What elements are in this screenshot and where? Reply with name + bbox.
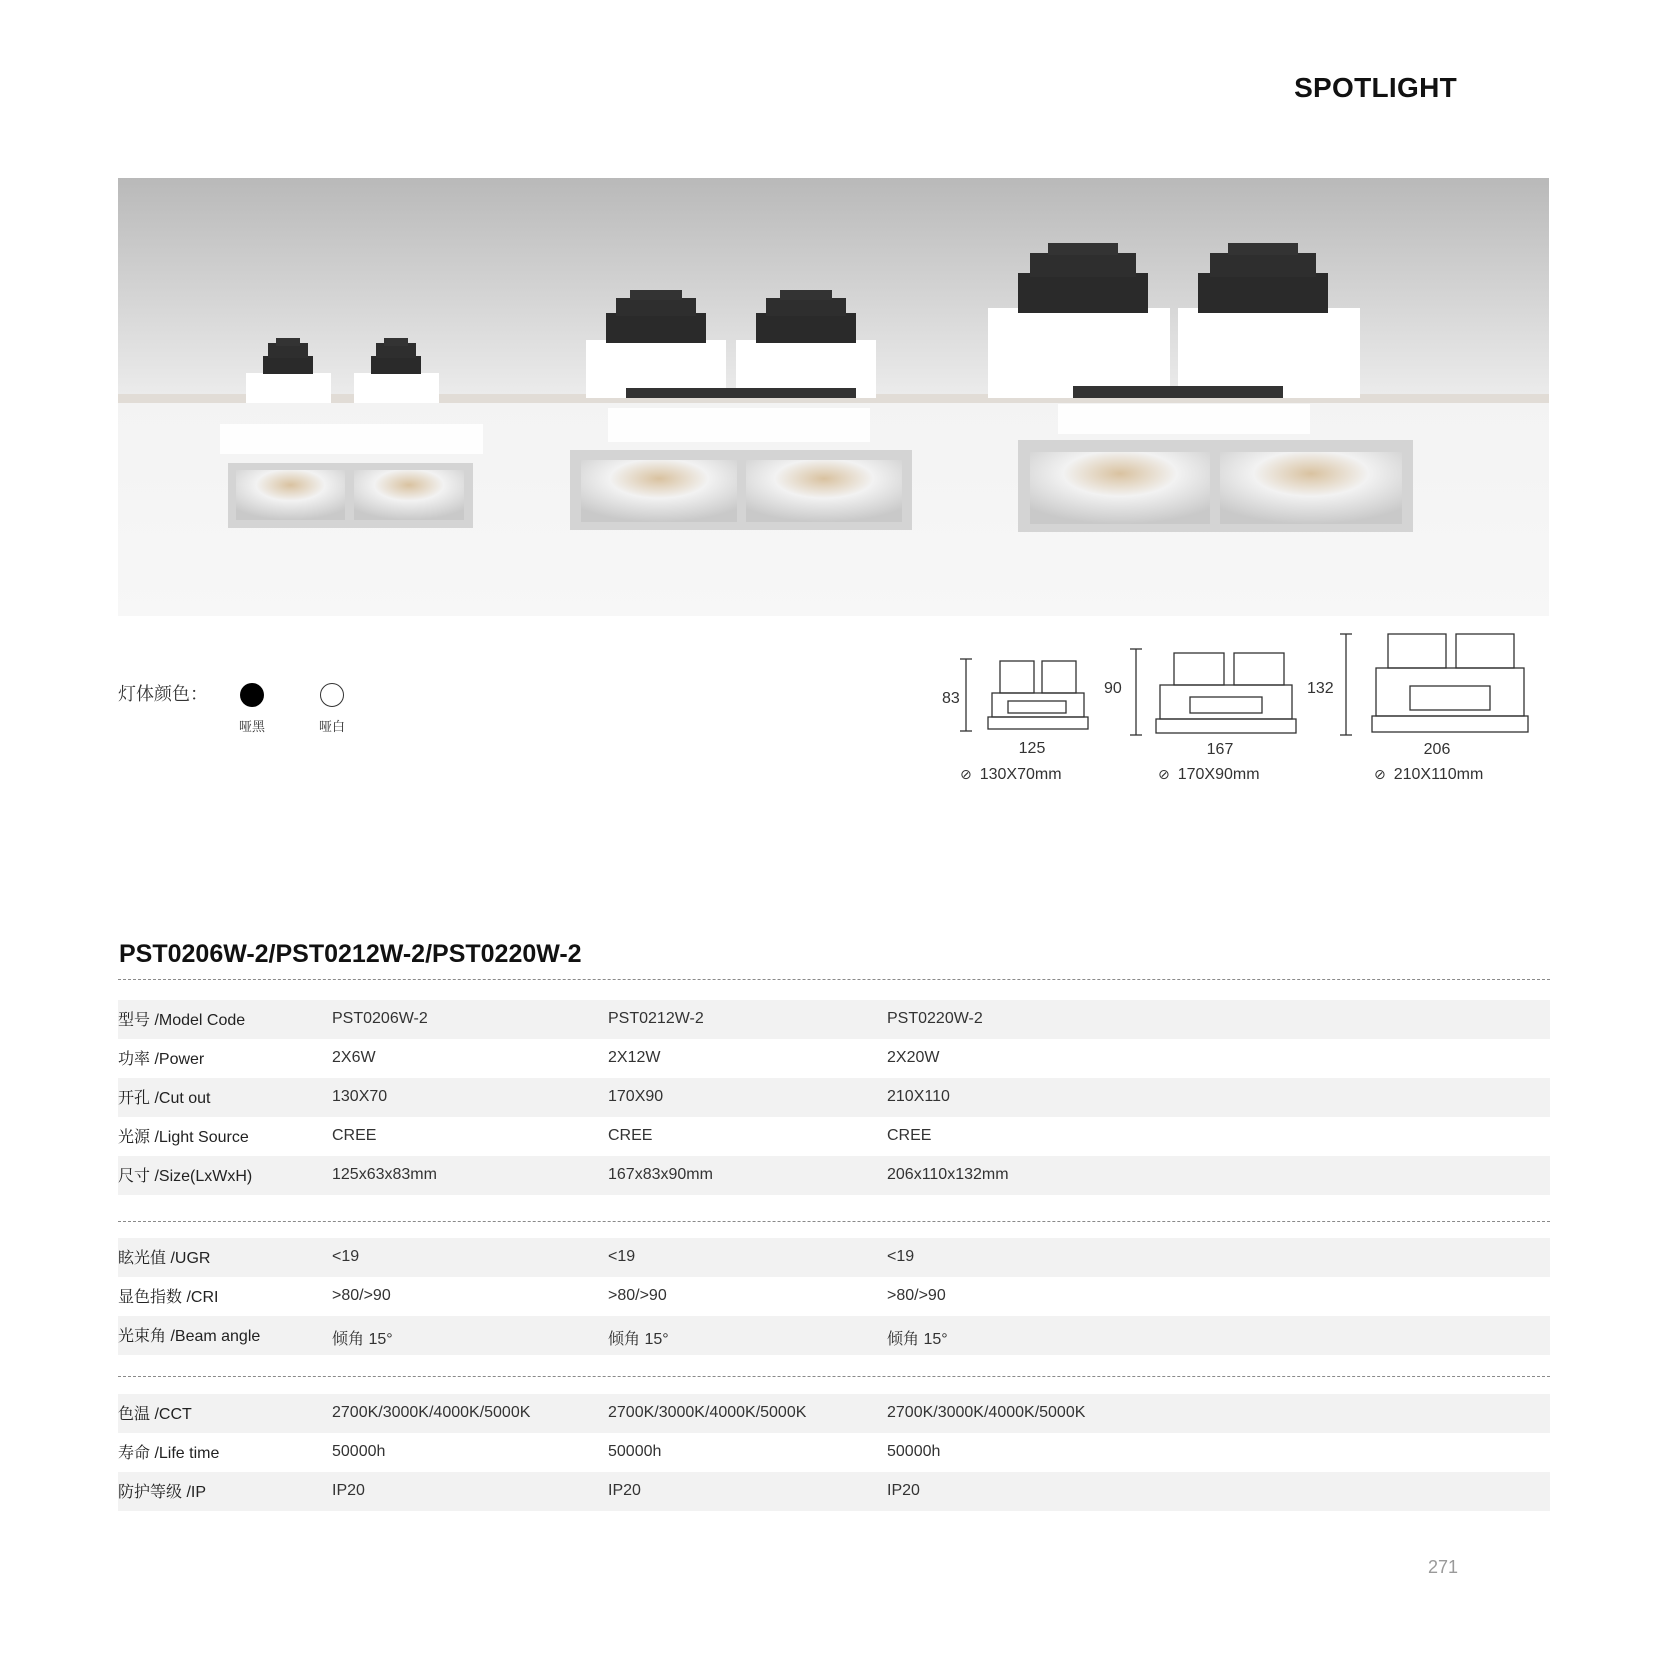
spec-row-model-code	[118, 1000, 1550, 1039]
spec-value: 倾角 15°	[608, 1331, 669, 1348]
spec-value: CREE	[887, 1127, 932, 1144]
cutout-small	[960, 766, 1062, 784]
spec-value: 2700K/3000K/4000K/5000K	[608, 1404, 807, 1421]
spec-label: 型号 /Model Code	[118, 1012, 246, 1029]
spec-value: 倾角 15°	[332, 1331, 393, 1348]
cutout-value: 130X70mm	[979, 766, 1062, 783]
spec-value: CREE	[332, 1127, 377, 1144]
spec-value: 2700K/3000K/4000K/5000K	[332, 1404, 531, 1421]
spec-label: 功率 /Power	[118, 1051, 205, 1068]
spec-group-optics	[118, 1238, 1550, 1355]
spec-row-cct	[118, 1394, 1550, 1433]
spec-value: <19	[332, 1248, 360, 1265]
divider	[118, 1376, 1550, 1377]
spec-row-ugr	[118, 1238, 1550, 1277]
spec-value: 2X20W	[887, 1049, 940, 1066]
drawing-small	[960, 655, 1100, 735]
cutout-icon: ⊘	[1158, 766, 1170, 782]
spec-label: 开孔 /Cut out	[118, 1090, 211, 1107]
model-title: PST0206W-2/PST0212W-2/PST0220W-2	[119, 940, 582, 968]
matte-white-label: 哑白	[318, 719, 345, 734]
spec-value: IP20	[332, 1482, 365, 1499]
width-dim-small: 125	[1018, 740, 1046, 757]
height-dim-small: 83	[942, 690, 960, 707]
spec-label: 光束角 /Beam angle	[118, 1328, 261, 1345]
drawing-large	[1340, 630, 1530, 740]
product-photo	[118, 178, 1549, 616]
matte-black-swatch	[240, 683, 264, 707]
spec-label: 寿命 /Life time	[118, 1445, 220, 1462]
height-dim-large: 132	[1307, 680, 1334, 697]
spec-row-light-source	[118, 1117, 1550, 1156]
spec-group-lifecycle	[118, 1394, 1550, 1511]
spec-value: 130X70	[332, 1088, 388, 1105]
spec-row-size	[118, 1156, 1550, 1195]
spec-value: 2X12W	[608, 1049, 661, 1066]
spec-label: 尺寸 /Size(LxWxH)	[118, 1168, 253, 1185]
spec-value: IP20	[608, 1482, 641, 1499]
spec-value: 2X6W	[332, 1049, 376, 1066]
spec-row-cut-out	[118, 1078, 1550, 1117]
spec-value: PST0220W-2	[887, 1010, 983, 1027]
spec-value: 206x110x132mm	[887, 1166, 1009, 1183]
spec-value: PST0212W-2	[608, 1010, 704, 1027]
cutout-large	[1374, 766, 1483, 784]
spec-value: 倾角 15°	[887, 1331, 948, 1348]
page-number: 271	[1427, 1557, 1458, 1577]
spec-value: 50000h	[332, 1443, 386, 1460]
spec-group-basic	[118, 1000, 1550, 1195]
spec-value: >80/>90	[332, 1287, 391, 1304]
spec-value: 170X90	[608, 1088, 664, 1105]
spec-value: 125x63x83mm	[332, 1166, 437, 1183]
spec-value: >80/>90	[608, 1287, 667, 1304]
width-dim-large: 206	[1423, 741, 1451, 758]
width-dim-medium: 167	[1206, 741, 1234, 758]
spec-value: >80/>90	[887, 1287, 946, 1304]
matte-white-swatch	[320, 683, 344, 707]
body-color-label: 灯体颜色：	[118, 684, 208, 704]
spec-label: 色温 /CCT	[118, 1406, 192, 1423]
drawing-medium	[1130, 645, 1300, 740]
spec-value: 167x83x90mm	[608, 1166, 713, 1183]
spec-row-power	[118, 1039, 1550, 1078]
spec-value: 2700K/3000K/4000K/5000K	[887, 1404, 1086, 1421]
spec-row-ip	[118, 1472, 1550, 1511]
spec-value: CREE	[608, 1127, 653, 1144]
spec-label: 眩光值 /UGR	[118, 1250, 211, 1267]
cutout-value: 170X90mm	[1177, 766, 1260, 783]
spec-label: 显色指数 /CRI	[118, 1289, 219, 1306]
spec-value: 210X110	[887, 1088, 950, 1105]
spec-row-life-time	[118, 1433, 1550, 1472]
spec-label: 光源 /Light Source	[118, 1129, 249, 1146]
cutout-icon: ⊘	[960, 766, 972, 782]
spec-value: 50000h	[608, 1443, 662, 1460]
page-title: SPOTLIGHT	[1294, 72, 1457, 103]
cutout-icon: ⊘	[1374, 766, 1386, 782]
height-dim-medium: 90	[1104, 680, 1122, 697]
spec-row-beam-angle	[118, 1316, 1550, 1355]
cutout-medium	[1158, 766, 1260, 784]
spec-value: 50000h	[887, 1443, 941, 1460]
cutout-value: 210X110mm	[1393, 766, 1484, 783]
divider	[118, 979, 1550, 980]
divider	[118, 1221, 1550, 1222]
spec-value: PST0206W-2	[332, 1010, 428, 1027]
spec-value: <19	[608, 1248, 636, 1265]
matte-black-label: 哑黑	[238, 719, 265, 734]
spec-value: <19	[887, 1248, 915, 1265]
spec-row-cri	[118, 1277, 1550, 1316]
spec-label: 防护等级 /IP	[118, 1484, 207, 1501]
spec-value: IP20	[887, 1482, 920, 1499]
